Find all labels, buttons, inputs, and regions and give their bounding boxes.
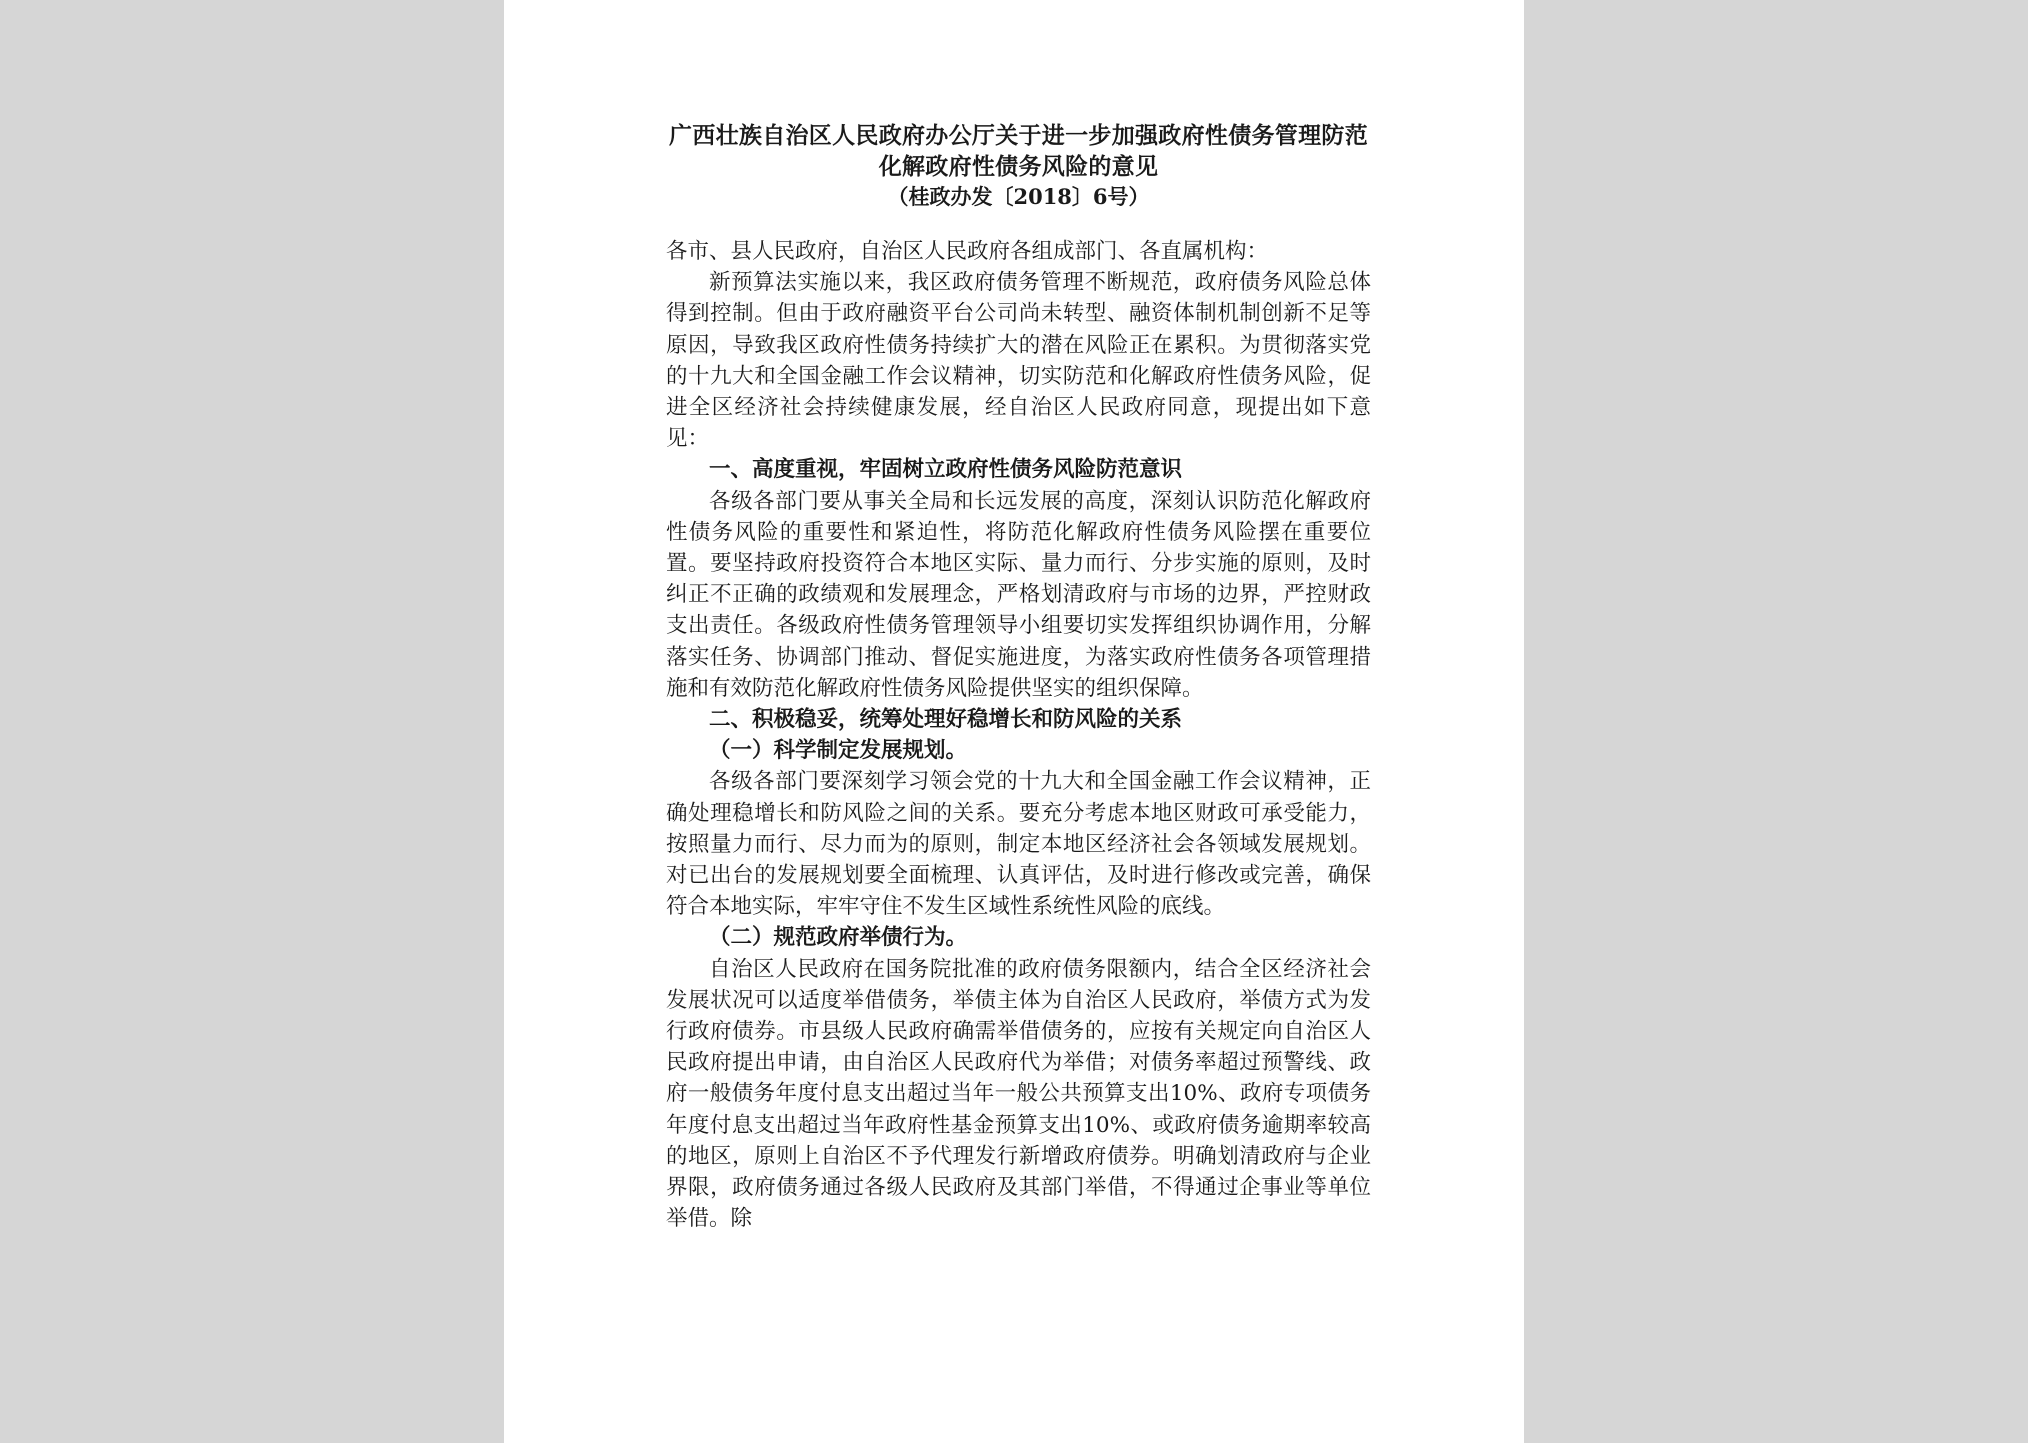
document-content	[666, 120, 1371, 1235]
paragraph-intro: 新预算法实施以来，我区政府债务管理不断规范，政府债务风险总体得到控制。但由于政府融资平台公司尚未转型、融资体制机制创新不足等原因，导致我区政府性债务持续扩大的潜在风险正在累积。为贯彻落实党的十九大和全国金融工作会议精神，切实防范和化解政府性债务风险，促进全区经济社会持续健康发展，经自治区人民政府同意，现提出如下意见：	[666, 270, 1371, 452]
paragraph-subsection-2-1: 各级各部门要深刻学习领会党的十九大和全国金融工作会议精神，正确处理稳增长和防风险之间的关系。要充分考虑本地区财政可承受能力，按照量力而行、尽力而为的原则，制定本地区经济社会各领域发展规划。对已出台的发展规划要全面梳理、认真评估，及时进行修改或完善，确保符合本地实际，牢牢守住不发生区域性系统性风险的底线。	[666, 769, 1371, 920]
section-heading-1: 一、高度重视，牢固树立政府性债务风险防范意识	[709, 457, 1183, 483]
addressee: 各市、县人民政府，自治区人民政府各组成部门、各直属机构：	[666, 239, 1269, 264]
paragraph-subsection-2-2: 自治区人民政府在国务院批准的政府债务限额内，结合全区经济社会发展状况可以适度举借债务，举债主体为自治区人民政府，举债方式为发行政府债券。市县级人民政府确需举借债务的，应按有关规定向自治区人民政府提出申请，由自治区人民政府代为举借；对债务率超过预警线、政府一般债务年度付息支出超过当年一般公共预算支出10%、政府专项债务年度付息支出超过当年政府性基金预算支出10%、或政府债务逾期率较高的地区，原则上自治区不予代理发行新增政府债券。明确划清政府与企业界限，政府债务通过各级人民政府及其部门举借，不得通过企事业等单位举借。除	[666, 956, 1371, 1232]
document-number: （桂政办发〔2018〕6号）	[887, 184, 1150, 209]
document-body	[666, 236, 1371, 1235]
document-title: 广西壮族自治区人民政府办公厅关于进一步加强政府性债务管理防范化解政府性债务风险的意见	[669, 122, 1368, 180]
section-heading-2: 二、积极稳妥，统筹处理好稳增长和防风险的关系	[709, 707, 1183, 733]
subsection-heading-2-2: （二）规范政府举债行为。	[709, 925, 968, 951]
document-page	[504, 0, 1524, 1443]
subsection-heading-2-1: （一）科学制定发展规划。	[709, 738, 968, 764]
paragraph-section-1: 各级各部门要从事关全局和长远发展的高度，深刻认识防范化解政府性债务风险的重要性和紧迫性，将防范化解政府性债务风险摆在重要位置。要坚持政府投资符合本地区实际、量力而行、分步实施的原则，及时纠正不正确的政绩观和发展理念，严格划清政府与市场的边界，严控财政支出责任。各级政府性债务管理领导小组要切实发挥组织协调作用，分解落实任务、协调部门推动、督促实施进度，为落实政府性债务各项管理措施和有效防范化解政府性债务风险提供坚实的组织保障。	[666, 488, 1371, 701]
